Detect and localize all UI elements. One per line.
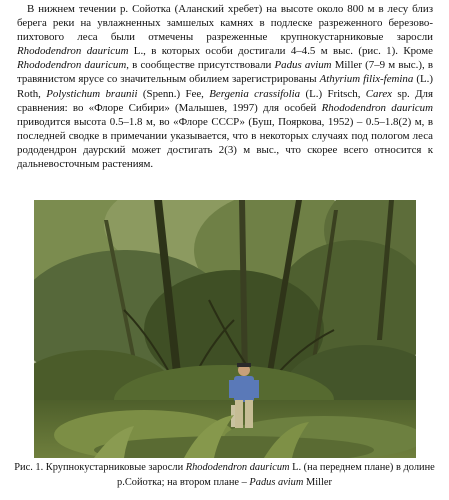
species-name: Rhododendron dauricum: [17, 59, 127, 72]
text-run: L., в которых особи достигали 4–4.5 м выс. (рис. 1). Кроме: [128, 45, 433, 58]
species-name: Padus avium: [274, 59, 332, 72]
text-run: (Spenn.) Fee,: [137, 87, 210, 100]
figure-caption: [14, 461, 435, 490]
photo-forest-shrubs-person-icon: [34, 200, 416, 458]
species-name: Polystichum braunii: [46, 87, 138, 100]
species-name: Carex: [365, 87, 392, 100]
species-name: Athyrium filix-femina: [319, 73, 414, 86]
species-name: Rhododendron dauricum: [17, 45, 129, 58]
figure-photo: [34, 200, 416, 458]
caption-text: Miller: [303, 476, 332, 488]
species-name: Rhododendron dauricum: [321, 101, 433, 114]
text-run: В нижнем течении р. Сойотка (Аланский хребет) на высоте около 800 м в лесу близ берега реки на увлажненных замшелых камнях в подлеске разреженного березово-пихтового леса были отмечены разреженные крупнокустарниковые заросли: [17, 3, 433, 44]
species-name: Padus avium: [249, 476, 304, 488]
text-run: приводится высота 0.5–1.8 м, во «Флоре СССР» (Буш, Пояркова, 1952) – 0.5–1.8(2) м, в последней сводке в примечании указывается, что в некоторых случаях под пологом леса рододендрон даурский может достигать 2(3) м выс., что скорее всего относится к дальневосточным растениям.: [17, 115, 433, 171]
text-run: sp. Для сравнения: во «Флоре Сибири» (Малышев, 1997) для особей: [17, 87, 433, 114]
text-run: Miller (7–9 м выс.), в травянистом ярусе со значительным обилием зарегистрированы: [17, 59, 434, 86]
species-name: Bergenia crassifolia: [209, 87, 301, 100]
species-name: Rhododendron dauricum: [185, 462, 290, 473]
text-run: , в сообществе присутствовали: [126, 59, 275, 72]
text-run: (L.) Roth,: [17, 73, 433, 100]
caption-text: Рис. 1. Крупнокустарниковые заросли: [14, 462, 186, 473]
caption-text: L. (на переднем плане) в долине р.Сойотка; на втором плане –: [117, 462, 435, 488]
body-paragraph: [17, 2, 433, 171]
text-run: (L.) Fritsch,: [300, 87, 366, 100]
